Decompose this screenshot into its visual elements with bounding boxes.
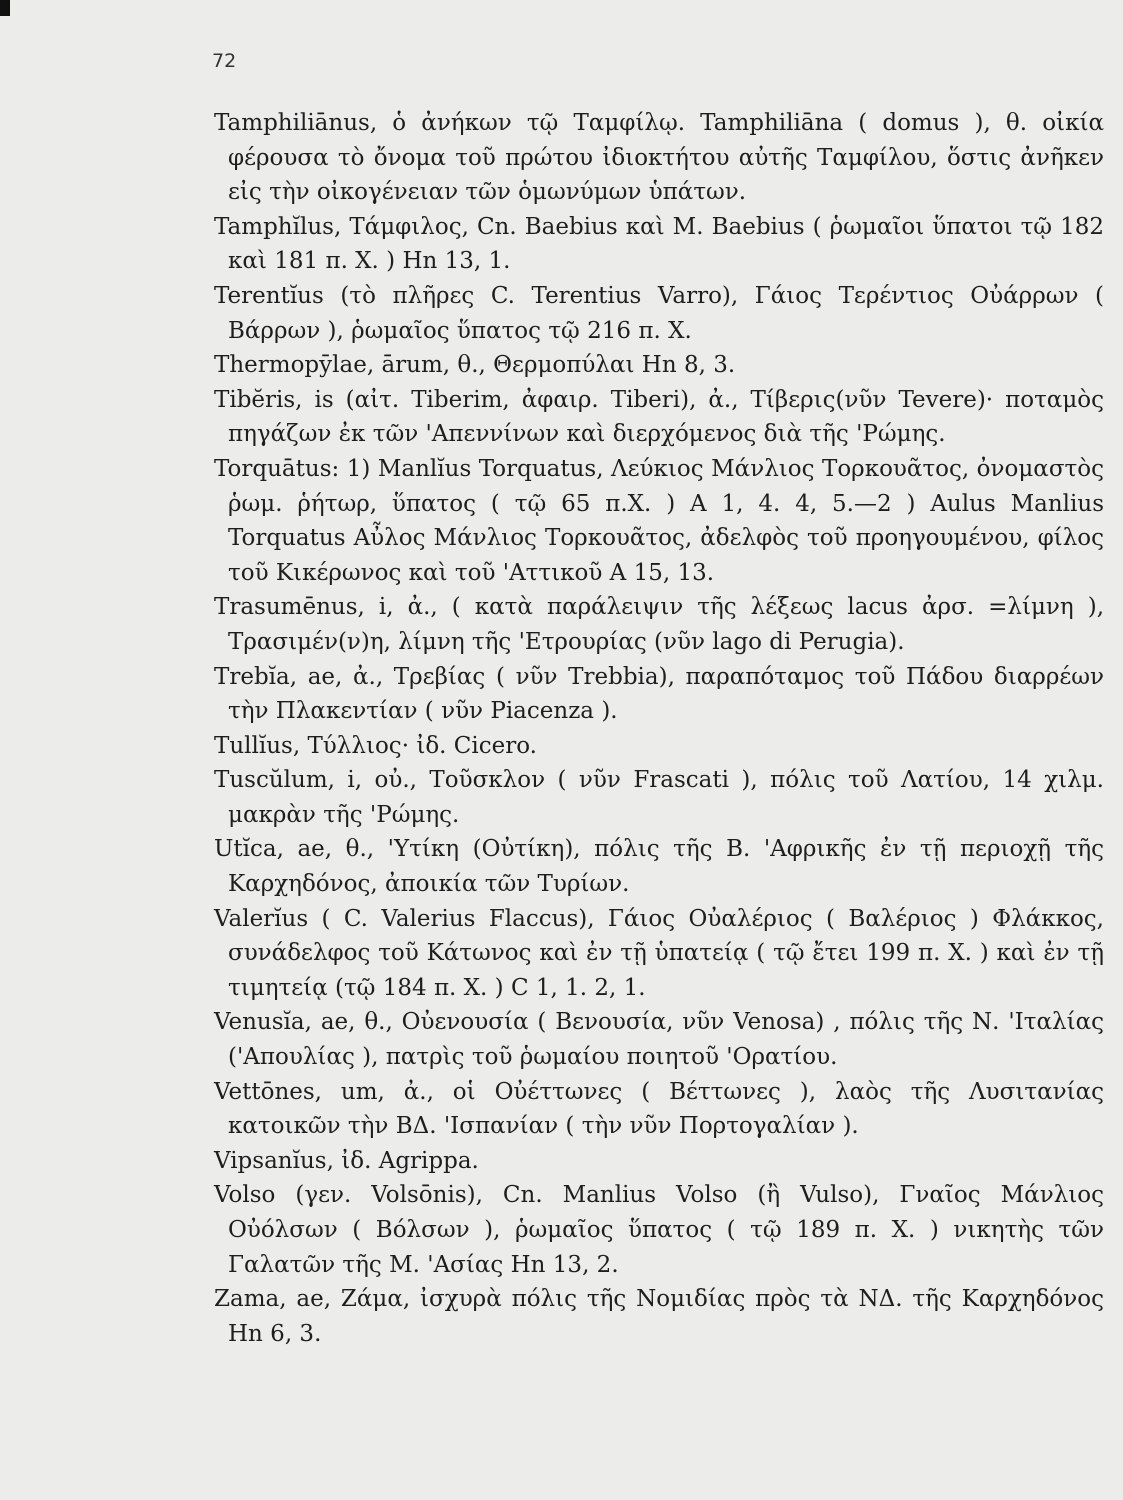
glossary-entry xyxy=(188,1178,1104,1282)
entry-headword: Tamphĭlus, xyxy=(214,213,342,240)
entry-text: i, οὐ., Τοῦσκλον ( νῦν Frascati ), πόλις τοῦ Λατίου, 14 χιλμ. μακρὰν τῆς 'Ρώμης. xyxy=(228,767,1104,828)
glossary-entry xyxy=(188,452,1104,590)
glossary-entry xyxy=(188,832,1104,901)
entry-headword: Trasumēnus, xyxy=(214,594,365,621)
entry-headword: Tamphiliānus, xyxy=(214,110,378,136)
entry-headword: Valerĭus xyxy=(214,905,309,932)
glossary-entry xyxy=(188,763,1104,832)
entry-text: is (αἰτ. Tiberim, ἀφαιρ. Tiberi), ἀ., Τίβερις(νῦν Tevere)· ποταμὸς πηγάζων ἐκ τῶν 'Απεννίνων καὶ διερχόμενος διὰ τῆς 'Ρώμης. xyxy=(228,386,1105,448)
glossary-entry xyxy=(188,1075,1104,1144)
entry-headword: Zama, xyxy=(214,1286,287,1313)
entry-text: Τάμφιλος, Cn. Baebius καὶ M. Baebius ( ῥωμαῖοι ὕπατοι τῷ 182 καὶ 181 π. Χ. ) Hn 13, 1. xyxy=(228,213,1105,275)
entry-headword: Terentĭus xyxy=(214,282,324,309)
entry-text: ae, ἀ., Τρεβίας ( νῦν Trebbia), παραπόταμος τοῦ Πάδου διαρρέων τὴν Πλακεντίαν ( νῦν Piacenza ). xyxy=(228,663,1104,725)
entry-headword: Vipsanĭus, xyxy=(214,1147,334,1174)
glossary-entry xyxy=(188,729,1104,764)
entry-headword: Venusĭa, xyxy=(214,1009,312,1036)
glossary-entry xyxy=(188,590,1104,659)
entry-headword: Utĭca, xyxy=(214,836,284,863)
entry-headword: Trebĭa, xyxy=(214,663,298,690)
scan-edge-mark xyxy=(0,0,10,16)
glossary-entry xyxy=(188,1144,1104,1179)
glossary-entry xyxy=(188,106,1104,210)
entry-headword: Vettōnes, xyxy=(214,1078,322,1105)
entry-text: ārum, θ., Θερμοπύλαι Hn 8, 3. xyxy=(381,352,736,379)
entry-headword: Tullĭus, xyxy=(214,732,301,759)
entry-text: um, ἀ., οἱ Οὐέττωνες ( Βέττωνες ), λαὸς τῆς Λυσιτανίας κατοικῶν τὴν ΒΔ. 'Ισπανίαν ( τὴν νῦν Πορτογαλίαν ). xyxy=(228,1078,1105,1140)
entry-text: ae, Ζάμα, ἰσχυρὰ πόλις τῆς Νομιδίας πρὸς τὰ ΝΔ. τῆς Καρχηδόνος Hn 6, 3. xyxy=(228,1286,1104,1347)
glossary-entries xyxy=(188,106,1104,1351)
entry-text: ὁ ἀνήκων τῷ Ταμφίλῳ. Tamphiliāna ( domus ), θ. οἰκία φέρουσα τὸ ὄνομα τοῦ πρώτου ἰδιοκτήτου αὐτῆς Ταμφίλου, ὅστις ἀνῆκεν εἰς τὴν οἰκογένειαν τῶν ὁμωνύμων ὑπάτων. xyxy=(228,110,1105,206)
entry-text: ae, θ., 'Υτίκη (Οὐτίκη), πόλις τῆς Β. 'Αφρικῆς ἐν τῇ περιοχῇ τῆς Καρχηδόνος, ἀποικία τῶν Τυρίων. xyxy=(228,836,1105,898)
entry-headword: Tibĕris, xyxy=(214,386,303,413)
glossary-entry xyxy=(188,348,1104,383)
entry-text: ( C. Valerius Flaccus), Γάιος Οὐαλέριος ( Βαλέριος ) Φλάκκος, συνάδελφος τοῦ Κάτωνος καὶ ἐν τῇ ὑπατείᾳ ( τῷ ἔτει 199 π. Χ. ) καὶ ἐν τῇ τιμητείᾳ (τῷ 184 π. Χ. ) C 1, 1. 2, 1. xyxy=(228,905,1104,1001)
glossary-entry xyxy=(188,383,1104,452)
entry-headword: Thermopȳlae, xyxy=(214,352,375,379)
entry-text: (γεν. Volsōnis), Cn. Manlius Volso (ἢ Vulso), Γναῖος Μάνλιος Οὐόλσων ( Βόλσων ), ῥωμαῖος ὕπατος ( τῷ 189 π. Χ. ) νικητὴς τῶν Γαλατῶν τῆς Μ. 'Ασίας Hn 13, 2. xyxy=(228,1182,1105,1278)
glossary-entry xyxy=(188,1282,1104,1351)
glossary-entry xyxy=(188,902,1104,1006)
entry-headword: Tuscŭlum, xyxy=(214,767,335,794)
entry-headword: Volso xyxy=(214,1182,276,1209)
entry-text: i, ἀ., ( κατὰ παράλειψιν τῆς λέξεως lacus ἀρσ. =λίμνη ), Τρασιμέν(ν)η, λίμνη τῆς 'Ετρουρίας (νῦν lago di Perugia). xyxy=(228,594,1105,655)
glossary-entry xyxy=(188,210,1104,279)
glossary-entry xyxy=(188,279,1104,348)
glossary-entry xyxy=(188,660,1104,729)
entry-headword: Torquātus: xyxy=(214,455,340,482)
entry-text: ἰδ. Agrippa. xyxy=(341,1147,479,1174)
entry-text: (τὸ πλῆρες C. Terentius Varro), Γάιος Τερέντιος Οὐάρρων ( Βάρρων ), ῥωμαῖος ὕπατος τῷ 216 π. Χ. xyxy=(228,282,1104,344)
entry-text: Τύλλιος· ἰδ. Cicero. xyxy=(307,732,537,759)
page-number: 72 xyxy=(212,50,237,72)
entry-text: 1) Manlĭus Torquatus, Λεύκιος Μάνλιος Τορκουᾶτος, ὀνομαστὸς ῥωμ. ῥήτωρ, ὕπατος ( τῷ 65 π.Χ. ) A 1, 4. 4, 5.—2 ) Aulus Manlius Torquatus Αὖλος Μάνλιος Τορκουᾶτος, ἀδελφὸς τοῦ προηγουμένου, φίλος τοῦ Κικέρωνος καὶ τοῦ 'Αττικοῦ A 15, 13. xyxy=(228,455,1104,586)
glossary-entry xyxy=(188,1005,1104,1074)
entry-text: ae, θ., Οὐενουσία ( Βενουσία, νῦν Venosa) , πόλις τῆς Ν. 'Ιταλίας ('Απουλίας ), πατρὶς τοῦ ῥωμαίου ποιητοῦ 'Ορατίου. xyxy=(228,1009,1105,1071)
